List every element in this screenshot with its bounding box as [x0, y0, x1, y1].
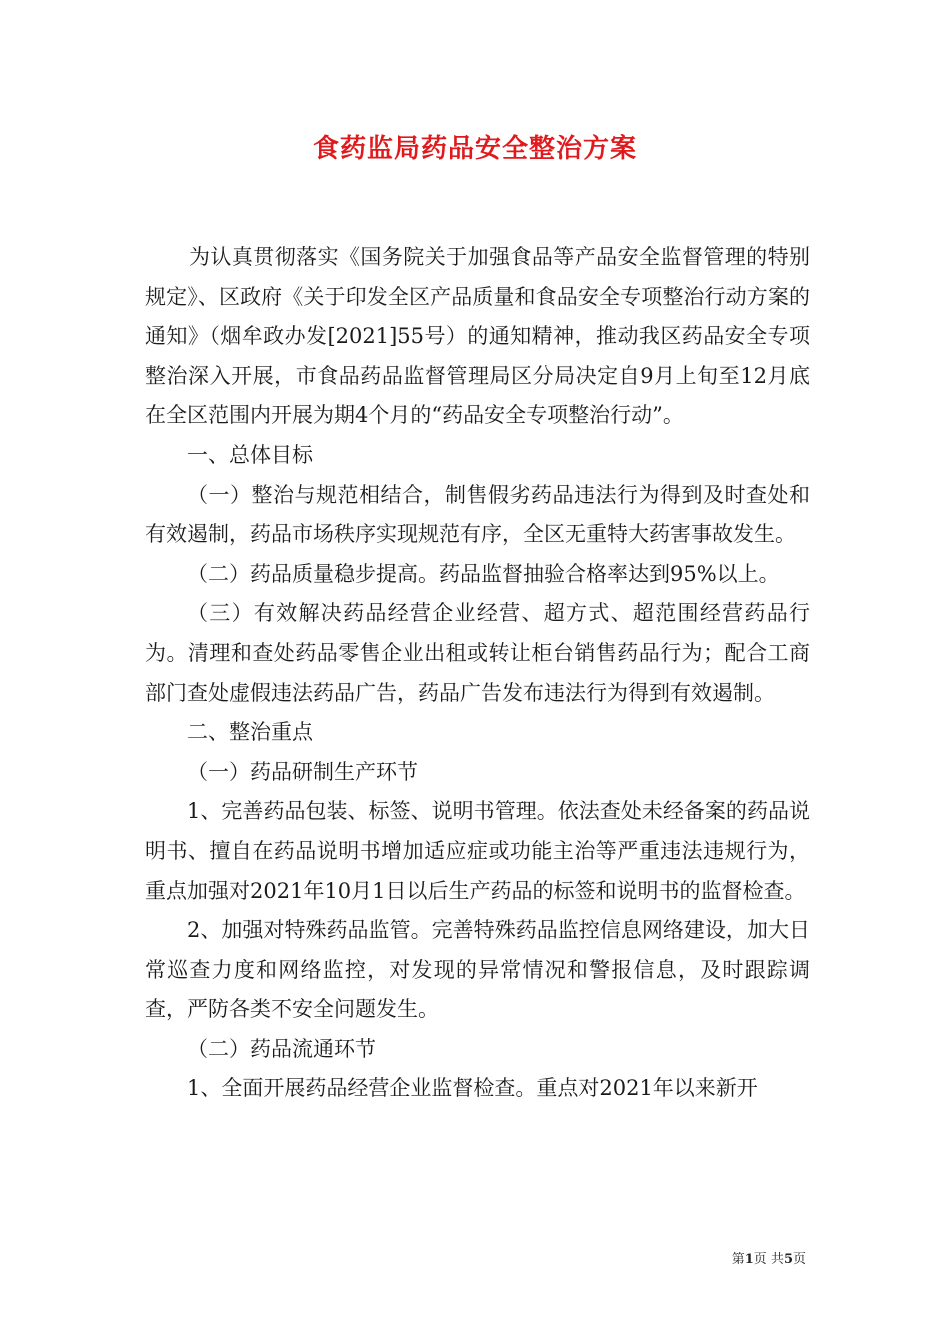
production-item-2: 2、加强对特殊药品监管。完善特殊药品监控信息网络建设，加大日常巡查力度和网络监控，对发现的异常情况和警报信息，及时跟踪调查，严防各类不安全问题发生。	[145, 918, 810, 1022]
subsection-heading-circulation: （二）药品流通环节	[187, 1036, 376, 1061]
goal-item-2: （二）药品质量稳步提高。药品监督抽验合格率达到95%以上。	[187, 561, 780, 586]
document-title: 食药监局药品安全整治方案	[312, 134, 637, 164]
page-number-footer	[732, 1248, 806, 1267]
section-heading-key-points: 二、整治重点	[187, 720, 313, 745]
footer-prefix: 第	[731, 1252, 745, 1267]
circulation-item-1: 1、全面开展药品经营企业监督检查。重点对2021年以来新开	[187, 1076, 758, 1101]
production-item-1: 1、完善药品包装、标签、说明书管理。依法查处未经备案的药品说明书、擅自在药品说明书增加适应症或功能主治等严重违法违规行为，重点加强对2021年10月1日以后生产药品的标签和说明书的监督检查。	[145, 799, 810, 903]
footer-suffix: 页	[792, 1252, 806, 1267]
section-heading-overall-goals: 一、总体目标	[187, 442, 313, 467]
footer-total-pages: 5	[783, 1252, 793, 1267]
footer-current-page: 1	[744, 1252, 754, 1267]
footer-middle: 页 共	[753, 1252, 784, 1267]
goal-item-3: （三）有效解决药品经营企业经营、超方式、超范围经营药品行为。清理和查处药品零售企业出租或转让柜台销售药品行为；配合工商部门查处虚假违法药品广告，药品广告发布违法行为得到有效遏制。	[145, 601, 810, 705]
subsection-heading-production: （一）药品研制生产环节	[187, 759, 418, 784]
goal-item-1: （一）整治与规范相结合，制售假劣药品违法行为得到及时查处和有效遏制，药品市场秩序实现规范有序，全区无重特大药害事故发生。	[145, 482, 810, 547]
document-body	[145, 238, 810, 1109]
intro-paragraph: 为认真贯彻落实《国务院关于加强食品等产品安全监督管理的特别规定》、区政府《关于印发全区产品质量和食品安全专项整治行动方案的通知》（烟牟政办发[2021]55号）的通知精神，推动我区药品安全专项整治深入开展，市食品药品监督管理局区分局决定自9月上旬至12月底在全区范围内开展为期4个月的“药品安全专项整治行动”。	[145, 245, 810, 428]
